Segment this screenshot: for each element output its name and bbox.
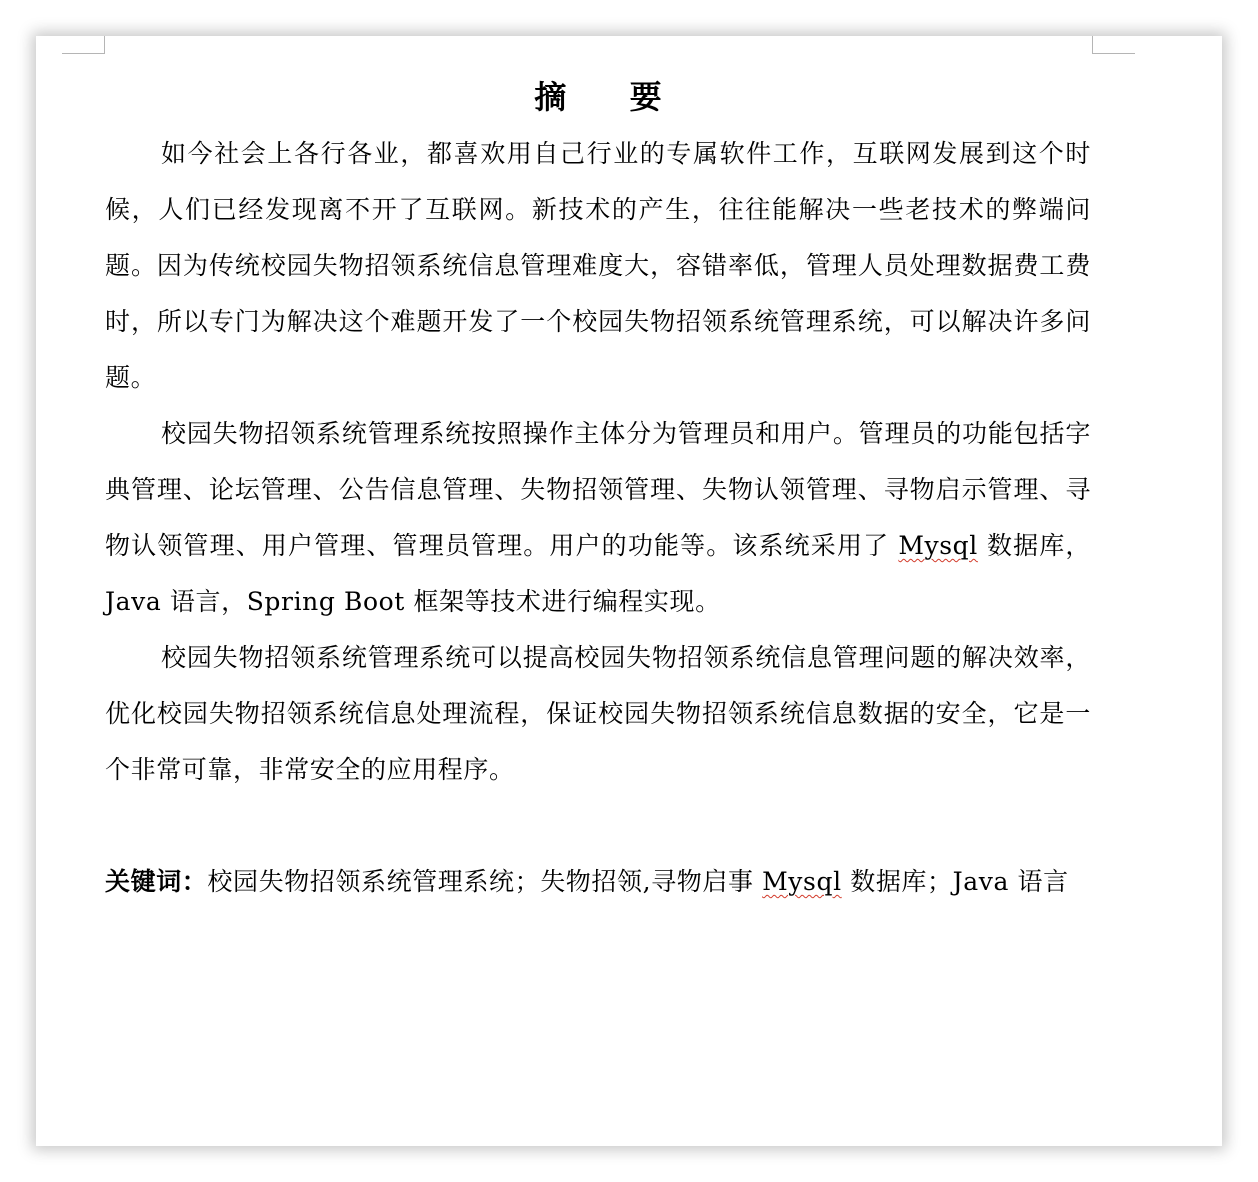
paragraph-2-text-a: 校园失物招领系统管理系统按照操作主体分为管理员和用户。管理员的功能包括字典管理、论坛管理、公告信息管理、失物招领管理、失物认领管理、寻物启示管理、寻物认领管理、用户管理、管理员管理。用户的功能等。该系统采用了 <box>105 419 1091 560</box>
keywords-line <box>105 854 1091 910</box>
abstract-paragraph-2 <box>105 406 1091 630</box>
abstract-title: 摘 要 <box>534 78 688 116</box>
crop-mark-top-left <box>62 36 105 54</box>
spellcheck-flagged-word[interactable]: Mysql <box>898 531 978 560</box>
keywords-label: 关键词： <box>105 867 208 896</box>
keywords-text-a: 校园失物招领系统管理系统；失物招领,寻物启事 <box>207 867 763 896</box>
keywords-text-b: 数据库；Java 语言 <box>841 867 1069 896</box>
spellcheck-flagged-word[interactable]: Mysql <box>762 867 842 896</box>
abstract-paragraph-3: 校园失物招领系统管理系统可以提高校园失物招领系统信息管理问题的解决效率，优化校园失物招领系统信息处理流程，保证校园失物招领系统信息数据的安全，它是一个非常可靠，非常安全的应用程序。 <box>105 643 1091 784</box>
document-page <box>36 36 1222 1146</box>
document-body[interactable] <box>105 74 1091 910</box>
paragraph-2-text-b: 数据库，Java 语言，Spring Boot 框架等技术进行编程实现。 <box>105 531 1091 616</box>
abstract-paragraph-1: 如今社会上各行各业，都喜欢用自己行业的专属软件工作，互联网发展到这个时候，人们已经发现离不开了互联网。新技术的产生，往往能解决一些老技术的弊端问题。因为传统校园失物招领系统信息管理难度大，容错率低，管理人员处理数据费工费时，所以专门为解决这个难题开发了一个校园失物招领系统管理系统，可以解决许多问题。 <box>105 139 1091 392</box>
crop-mark-top-right <box>1092 36 1135 54</box>
